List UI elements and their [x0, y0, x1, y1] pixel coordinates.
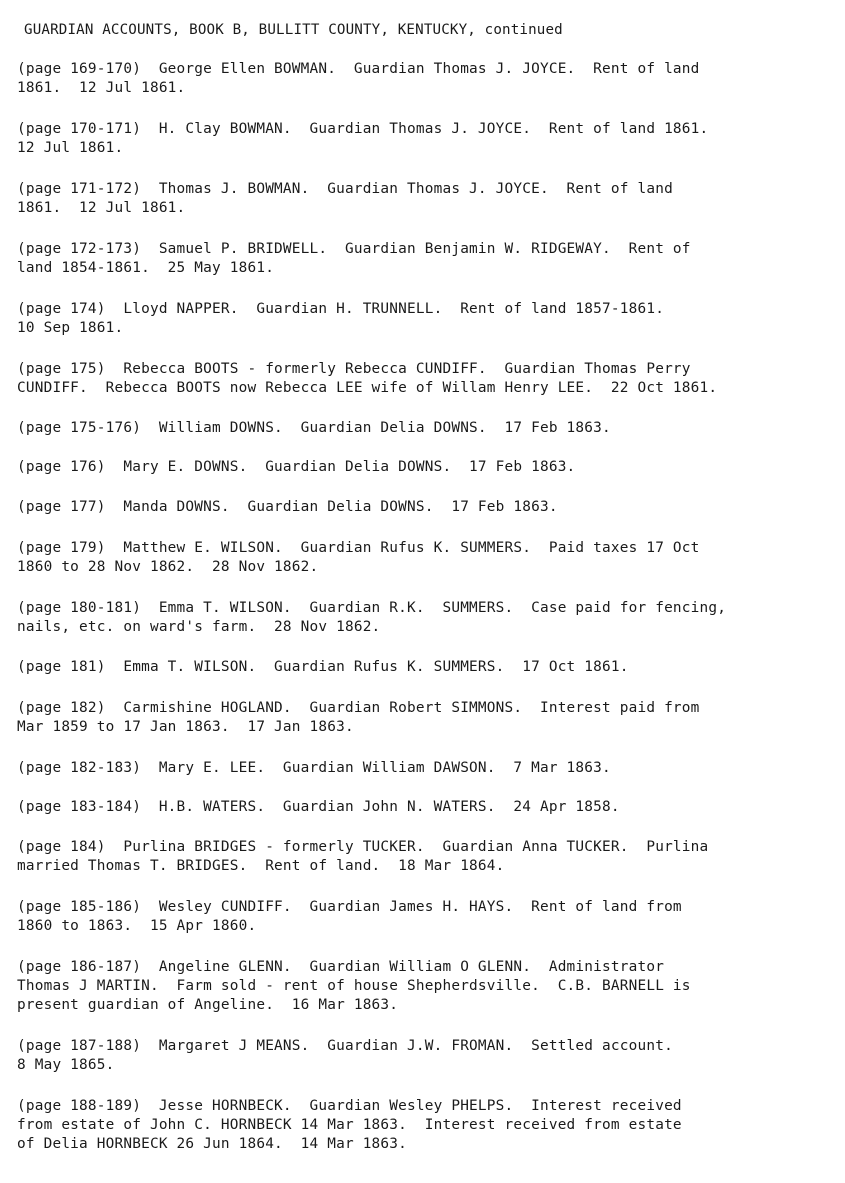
entry-line: of Delia HORNBECK 26 Jun 1864. 14 Mar 1863.	[17, 1136, 408, 1153]
entry-line: (page 184) Purlina BRIDGES - formerly TUCKER. Guardian Anna TUCKER. Purlina	[17, 839, 709, 855]
entry-line: (page 188-189) Jesse HORNBECK. Guardian Wesley PHELPS. Interest received	[17, 1098, 682, 1114]
entry-line: (page 181) Emma T. WILSON. Guardian Rufus K. SUMMERS. 17 Oct 1861.	[17, 659, 629, 675]
entry-line: present guardian of Angeline. 16 Mar 1863.	[17, 997, 399, 1014]
entry-page-175	[17, 360, 832, 398]
entry-page-179	[17, 539, 832, 577]
entry-page-183-184	[17, 798, 832, 817]
entry-line: 1860 to 28 Nov 1862. 28 Nov 1862.	[17, 559, 319, 576]
entry-page-181	[17, 658, 832, 677]
entry-line: (page 185-186) Wesley CUNDIFF. Guardian James H. HAYS. Rent of land from	[17, 899, 682, 915]
entry-page-186-187	[17, 958, 832, 1016]
entry-line: land 1854-1861. 25 May 1861.	[17, 260, 275, 277]
entry-line: (page 182-183) Mary E. LEE. Guardian William DAWSON. 7 Mar 1863.	[17, 760, 611, 776]
entry-page-188-189	[17, 1097, 832, 1155]
entry-line: (page 171-172) Thomas J. BOWMAN. Guardian Thomas J. JOYCE. Rent of land	[17, 181, 673, 197]
entry-page-182	[17, 699, 832, 737]
entry-line: (page 172-173) Samuel P. BRIDWELL. Guardian Benjamin W. RIDGEWAY. Rent of	[17, 241, 691, 257]
entry-line: 1860 to 1863. 15 Apr 1860.	[17, 918, 257, 935]
entry-line: 1861. 12 Jul 1861.	[17, 200, 186, 217]
entry-line: married Thomas T. BRIDGES. Rent of land. 18 Mar 1864.	[17, 858, 505, 875]
entry-page-182-183	[17, 759, 832, 778]
entry-line: Thomas J MARTIN. Farm sold - rent of house Shepherdsville. C.B. BARNELL is	[17, 978, 691, 995]
entry-page-172-173	[17, 240, 832, 278]
entry-line: (page 177) Manda DOWNS. Guardian Delia DOWNS. 17 Feb 1863.	[17, 499, 558, 515]
entry-line: (page 169-170) George Ellen BOWMAN. Guardian Thomas J. JOYCE. Rent of land	[17, 61, 700, 77]
entry-line: (page 175) Rebecca BOOTS - formerly Rebecca CUNDIFF. Guardian Thomas Perry	[17, 361, 691, 377]
entry-line: 10 Sep 1861.	[17, 320, 124, 337]
entry-line: (page 182) Carmishine HOGLAND. Guardian Robert SIMMONS. Interest paid from	[17, 700, 700, 716]
entry-page-170-171	[17, 120, 832, 158]
entry-line: (page 176) Mary E. DOWNS. Guardian Delia DOWNS. 17 Feb 1863.	[17, 459, 576, 475]
entry-line: (page 174) Lloyd NAPPER. Guardian H. TRUNNELL. Rent of land 1857-1861.	[17, 301, 665, 317]
entry-line: (page 179) Matthew E. WILSON. Guardian Rufus K. SUMMERS. Paid taxes 17 Oct	[17, 540, 700, 556]
entry-page-169-170	[17, 60, 832, 98]
entry-line: 1861. 12 Jul 1861.	[17, 80, 186, 97]
entry-page-177	[17, 498, 832, 517]
entry-line: Mar 1859 to 17 Jan 1863. 17 Jan 1863.	[17, 719, 354, 736]
entry-page-184	[17, 838, 832, 876]
entry-line: from estate of John C. HORNBECK 14 Mar 1863. Interest received from estate	[17, 1117, 682, 1134]
entry-line: 12 Jul 1861.	[17, 140, 124, 157]
entry-page-185-186	[17, 898, 832, 936]
entry-line: (page 170-171) H. Clay BOWMAN. Guardian Thomas J. JOYCE. Rent of land 1861.	[17, 121, 709, 137]
entry-line: (page 180-181) Emma T. WILSON. Guardian R.K. SUMMERS. Case paid for fencing,	[17, 600, 727, 616]
entry-page-187-188	[17, 1037, 832, 1075]
entry-page-174	[17, 300, 832, 338]
entry-line: (page 175-176) William DOWNS. Guardian Delia DOWNS. 17 Feb 1863.	[17, 420, 611, 436]
entry-line: (page 186-187) Angeline GLENN. Guardian William O GLENN. Administrator	[17, 959, 665, 975]
entry-line: (page 187-188) Margaret J MEANS. Guardian J.W. FROMAN. Settled account.	[17, 1038, 673, 1054]
entry-line: 8 May 1865.	[17, 1057, 115, 1074]
entry-line: CUNDIFF. Rebecca BOOTS now Rebecca LEE wife of Willam Henry LEE. 22 Oct 1861.	[17, 380, 718, 397]
entry-page-176	[17, 458, 832, 477]
entry-page-171-172	[17, 180, 832, 218]
entry-page-180-181	[17, 599, 832, 637]
page-header: GUARDIAN ACCOUNTS, BOOK B, BULLITT COUNTY, KENTUCKY, continued	[24, 22, 563, 38]
entry-page-175-176	[17, 419, 832, 438]
entry-line: nails, etc. on ward's farm. 28 Nov 1862.	[17, 619, 381, 636]
entry-line: (page 183-184) H.B. WATERS. Guardian John N. WATERS. 24 Apr 1858.	[17, 799, 620, 815]
